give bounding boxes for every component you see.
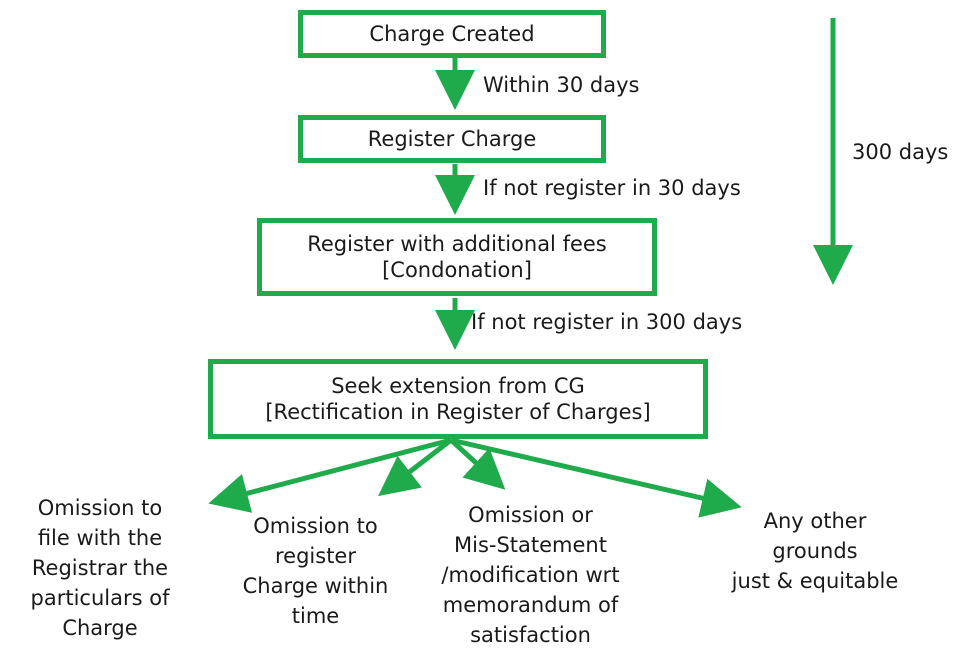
arrow-to-ground-4 — [451, 440, 732, 505]
ground-3-line-2: Mis-Statement — [454, 533, 607, 557]
ground-2-line-1: Omission to — [253, 514, 378, 538]
ground-omission-to-file — [0, 493, 200, 643]
box-charge-created — [298, 10, 606, 58]
ground-3-line-3: /modification wrt — [441, 563, 620, 587]
label-not-register-30: If not register in 30 days — [483, 176, 741, 200]
ground-omission-to-register — [213, 511, 418, 631]
ground-2-line-2: register — [275, 544, 356, 568]
ground-1-line-5: Charge — [62, 616, 138, 640]
ground-3-line-4: memorandum of — [442, 593, 619, 617]
ground-2-line-3: Charge within — [242, 574, 389, 598]
ground-4-line-2: grounds — [772, 539, 858, 563]
ground-2-line-4: time — [291, 604, 340, 628]
ground-4-line-3: just & equitable — [731, 569, 899, 593]
box-extension-line-1: Seek extension from CG — [331, 374, 585, 398]
ground-3-line-1: Omission or — [468, 503, 593, 527]
box-condonation — [257, 218, 657, 296]
box-condonation-line-1: Register with additional fees — [307, 232, 607, 256]
ground-1-line-3: Registrar the — [31, 556, 169, 580]
box-condonation-line-2: [Condonation] — [382, 258, 532, 282]
box-charge-created-label: Charge Created — [369, 22, 535, 46]
ground-1-line-4: particulars of — [30, 586, 170, 610]
ground-4-line-1: Any other — [763, 509, 867, 533]
label-300-days: 300 days — [852, 140, 949, 164]
label-not-register-300: If not register in 300 days — [471, 310, 743, 334]
arrow-to-ground-1 — [218, 440, 451, 501]
ground-1-line-2: file with the — [37, 526, 163, 550]
ground-omission-or-misstatement — [418, 500, 643, 650]
ground-3-line-5: satisfaction — [470, 623, 591, 647]
box-register-charge — [298, 115, 606, 163]
ground-any-other — [700, 506, 930, 596]
box-extension — [208, 359, 708, 439]
box-extension-line-2: [Rectification in Register of Charges] — [265, 400, 651, 424]
box-register-charge-label: Register Charge — [367, 127, 537, 151]
ground-1-line-1: Omission to — [37, 496, 163, 520]
label-within-30-days: Within 30 days — [483, 73, 640, 97]
